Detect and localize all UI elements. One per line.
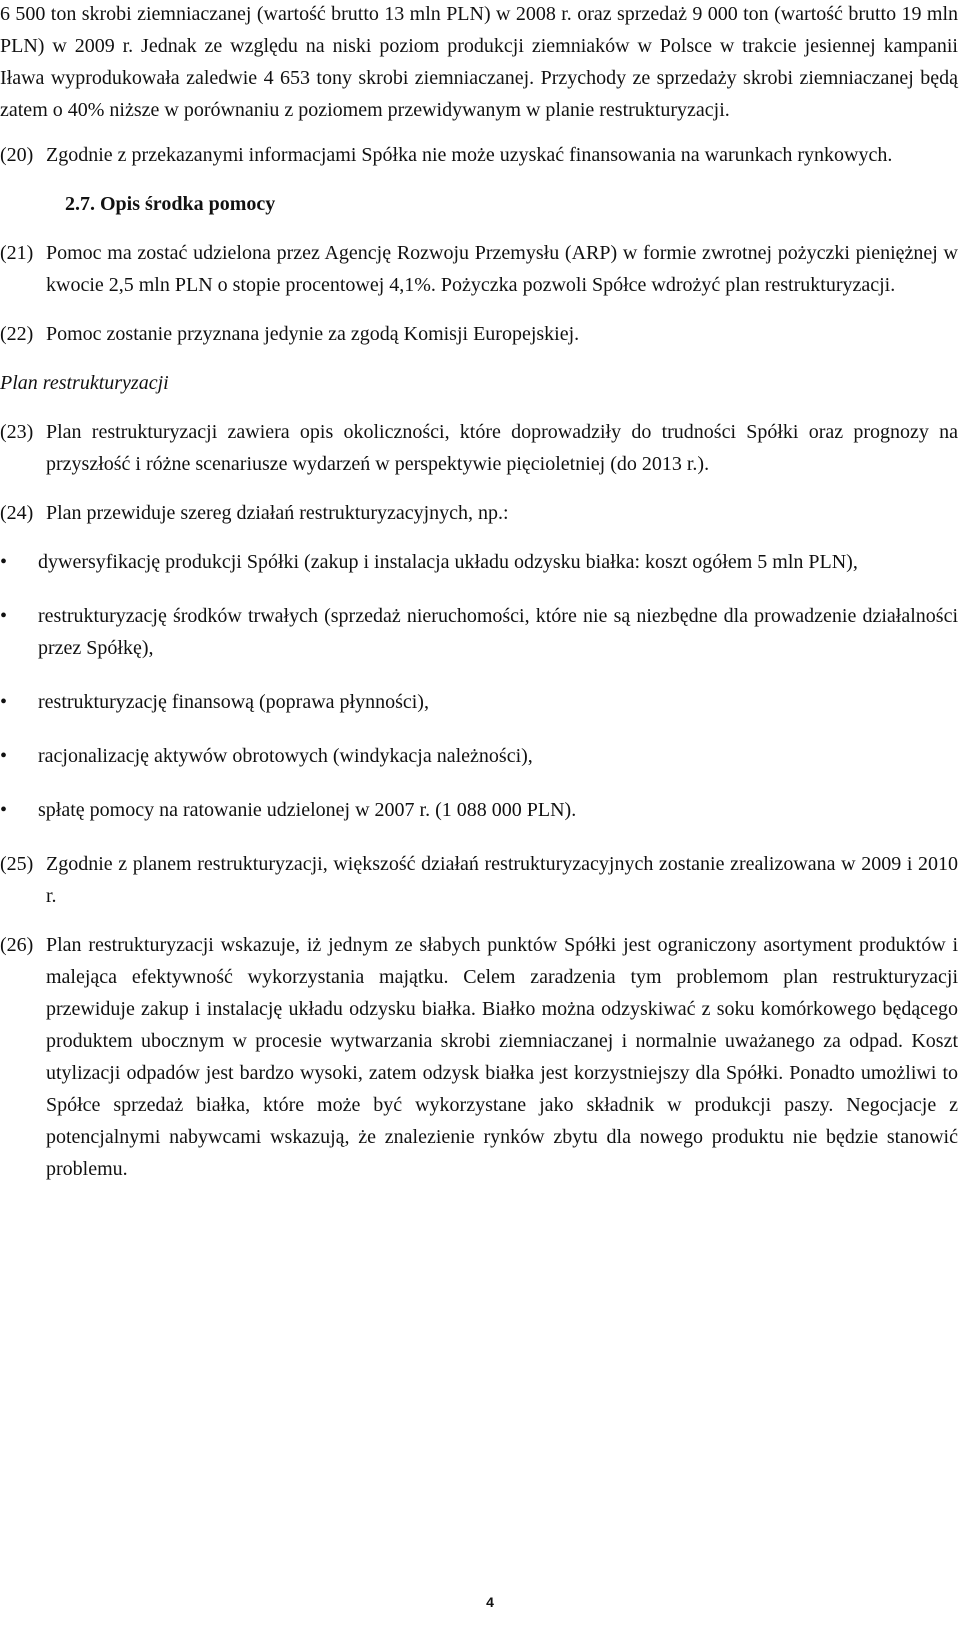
list-item-text: spłatę pomocy na ratowanie udzielonej w 2007 r. (1 088 000 PLN). <box>38 799 577 821</box>
list-item-text: restrukturyzację finansową (poprawa płynności), <box>38 691 429 713</box>
list-item-text: restrukturyzację środków trwałych (sprzedaż nieruchomości, które nie są niezbędne dla prowadzenie działalności przez Spółkę), <box>38 605 958 659</box>
paragraph-number: (20) <box>0 144 34 166</box>
paragraph-21 <box>0 237 958 301</box>
list-item-text: dywersyfikację produkcji Spółki (zakup i instalacja układu odzysku białka: koszt ogółem 5 mln PLN), <box>38 551 858 573</box>
bullet-icon: • <box>0 799 8 821</box>
paragraph-number: (23) <box>0 421 34 443</box>
list-item <box>0 740 958 772</box>
paragraph-23 <box>0 416 958 480</box>
paragraph-25 <box>0 848 958 912</box>
list-item <box>0 686 958 718</box>
list-item-text: racjonalizację aktywów obrotowych (windykacja należności), <box>38 745 533 767</box>
paragraph-text: Plan restrukturyzacji zawiera opis okoliczności, które doprowadziły do trudności Spółki oraz prognozy na przyszłość i różne scenariusze wydarzeń w perspektywie pięcioletniej (do 2013 r.). <box>46 421 958 475</box>
paragraph-22 <box>0 318 958 350</box>
bullet-icon: • <box>0 745 8 767</box>
paragraph-number: (24) <box>0 502 34 524</box>
bullet-icon: • <box>0 605 8 627</box>
paragraph-number: (26) <box>0 934 34 956</box>
paragraph-26 <box>0 929 958 1185</box>
list-item <box>0 600 958 664</box>
list-item <box>0 794 958 826</box>
paragraph-text: Plan przewiduje szereg działań restrukturyzacyjnych, np.: <box>46 502 509 524</box>
paragraph-text: Zgodnie z planem restrukturyzacji, większość działań restrukturyzacyjnych zostanie zrealizowana w 2009 i 2010 r. <box>46 853 958 907</box>
bullet-list <box>0 546 958 826</box>
subheading: Plan restrukturyzacji <box>0 372 169 394</box>
paragraph-number: (21) <box>0 242 34 264</box>
list-item <box>0 546 958 578</box>
paragraph-24 <box>0 497 958 529</box>
bullet-icon: • <box>0 551 8 573</box>
paragraph-text: Pomoc ma zostać udzielona przez Agencję Rozwoju Przemysłu (ARP) w formie zwrotnej pożyczki pieniężnej w kwocie 2,5 mln PLN o stopie procentowej 4,1%. Pożyczka pozwoli Spółce wdrożyć plan restrukturyzacji. <box>46 242 958 296</box>
paragraph-text: Pomoc zostanie przyznana jedynie za zgodą Komisji Europejskiej. <box>46 323 580 345</box>
bullet-icon: • <box>0 691 8 713</box>
paragraph-number: (25) <box>0 853 34 875</box>
paragraph-text: Zgodnie z przekazanymi informacjami Spółka nie może uzyskać finansowania na warunkach rynkowych. <box>46 144 893 166</box>
intro-paragraph: 6 500 ton skrobi ziemniaczanej (wartość brutto 13 mln PLN) w 2008 r. oraz sprzedaż 9 000 ton (wartość brutto 19 mln PLN) w 2009 r. Jednak ze względu na niski poziom produkcji ziemniaków w Polsce w trakcie jesiennej kampanii Iława wyprodukowała zaledwie 4 653 tony skrobi ziemniaczanej. Przychody ze sprzedaży skrobi ziemniaczanej będą zatem o 40% niższe w porównaniu z poziomem przewidywanym w planie restrukturyzacji. <box>0 3 958 121</box>
section-heading: 2.7. Opis środka pomocy <box>65 193 276 215</box>
paragraph-text: Plan restrukturyzacji wskazuje, iż jednym ze słabych punktów Spółki jest ograniczony asortyment produktów i malejąca efektywność wykorzystania majątku. Celem zaradzenia tym problemom plan restrukturyzacji przewiduje zakup i instalację układu odzysku białka. Białko można odzyskiwać z soku komórkowego będącego produktem ubocznym w procesie wytwarzania skrobi ziemniaczanej i normalnie uważanego za odpad. Koszt utylizacji odpadów jest bardzo wysoki, zatem odzysk białka jest korzystniejszy dla Spółki. Ponadto umożliwi to Spółce sprzedaż białka, które może być wykorzystane jako składnik w produkcji paszy. Negocjacje z potencjalnymi nabywcami wskazują, że znalezienie rynków zbytu dla nowego produktu nie będzie stanowić problemu. <box>46 934 958 1180</box>
paragraph-number: (22) <box>0 323 34 345</box>
page-number: 4 <box>486 1594 494 1610</box>
paragraph-20 <box>0 139 958 171</box>
